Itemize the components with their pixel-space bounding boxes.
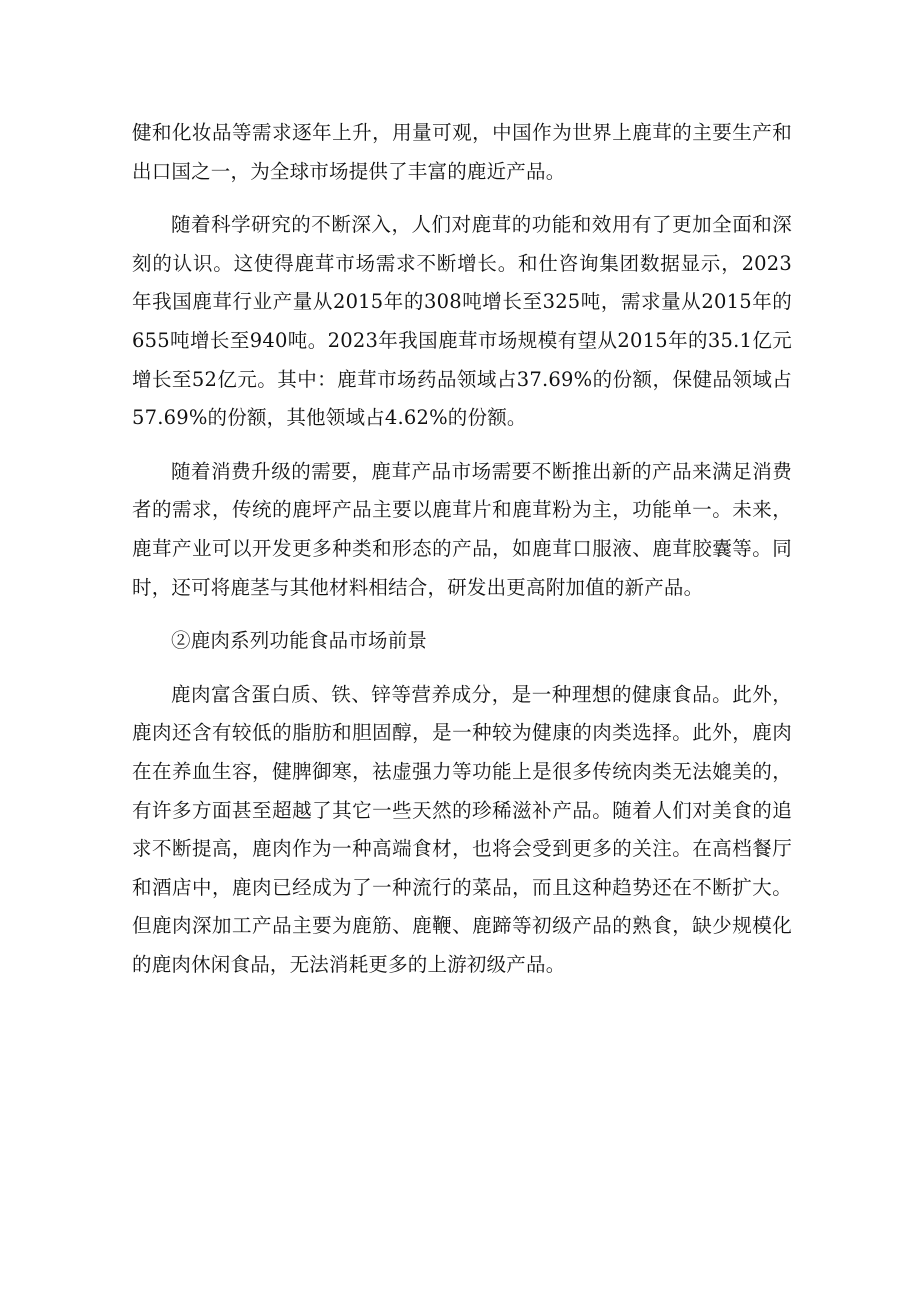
paragraph-antler-product-development: 随着消费升级的需要，鹿茸产品市场需要不断推出新的产品来满足消费者的需求，传统的鹿坪产品主要以鹿茸片和鹿茸粉为主，功能单一。未来，鹿茸产业可以开发更多种类和形态的产品，如鹿茸口服液、鹿茸胶囊等。同时，还可将鹿茎与其他材料相结合，研发出更高附加值的新产品。 — [132, 459, 792, 599]
paragraph-market-demand-continued: 健和化妆品等需求逐年上升，用量可观，中国作为世界上鹿茸的主要生产和出口国之一，为全球市场提供了丰富的鹿近产品。 — [132, 121, 792, 183]
section-heading-venison-foods: ②鹿肉系列功能食品市场前景 — [171, 629, 428, 653]
paragraph-venison-market-outlook: 鹿肉富含蛋白质、铁、锌等营养成分，是一种理想的健康食品。此外，鹿肉还含有较低的脂肪和胆固醇，是一种较为健康的肉类选择。此外，鹿肉在在养血生容，健脾御寒，祛虚强力等功能上是很多传统肉类无法媲美的，有许多方面甚至超越了其它一些天然的珍稀滋补产品。随着人们对美食的追求不断提高，鹿肉作为一种高端食材，也将会受到更多的关注。在高档餐厅和酒店中，鹿肉已经成为了一种流行的菜品，而且这种趋势还在不断扩大。但鹿肉深加工产品主要为鹿筋、鹿鞭、鹿蹄等初级产品的熟食，缺少规模化的鹿肉休闲食品，无法消耗更多的上游初级产品。 — [132, 682, 792, 976]
paragraph-antler-market-data: 随着科学研究的不断深入，人们对鹿茸的功能和效用有了更加全面和深刻的认识。这使得鹿茸市场需求不断增长。和仕咨询集团数据显示，2023年我国鹿茸行业产量从2015年的308吨增长至325吨，需求量从2015年的655吨增长至940吨。2023年我国鹿茸市场规模有望从2015年的35.1亿元增长至52亿元。其中：鹿茸市场药品领域占37.69%的份额，保健品领域占57.69%的份额，其他领域占4.62%的份额。 — [132, 213, 792, 430]
